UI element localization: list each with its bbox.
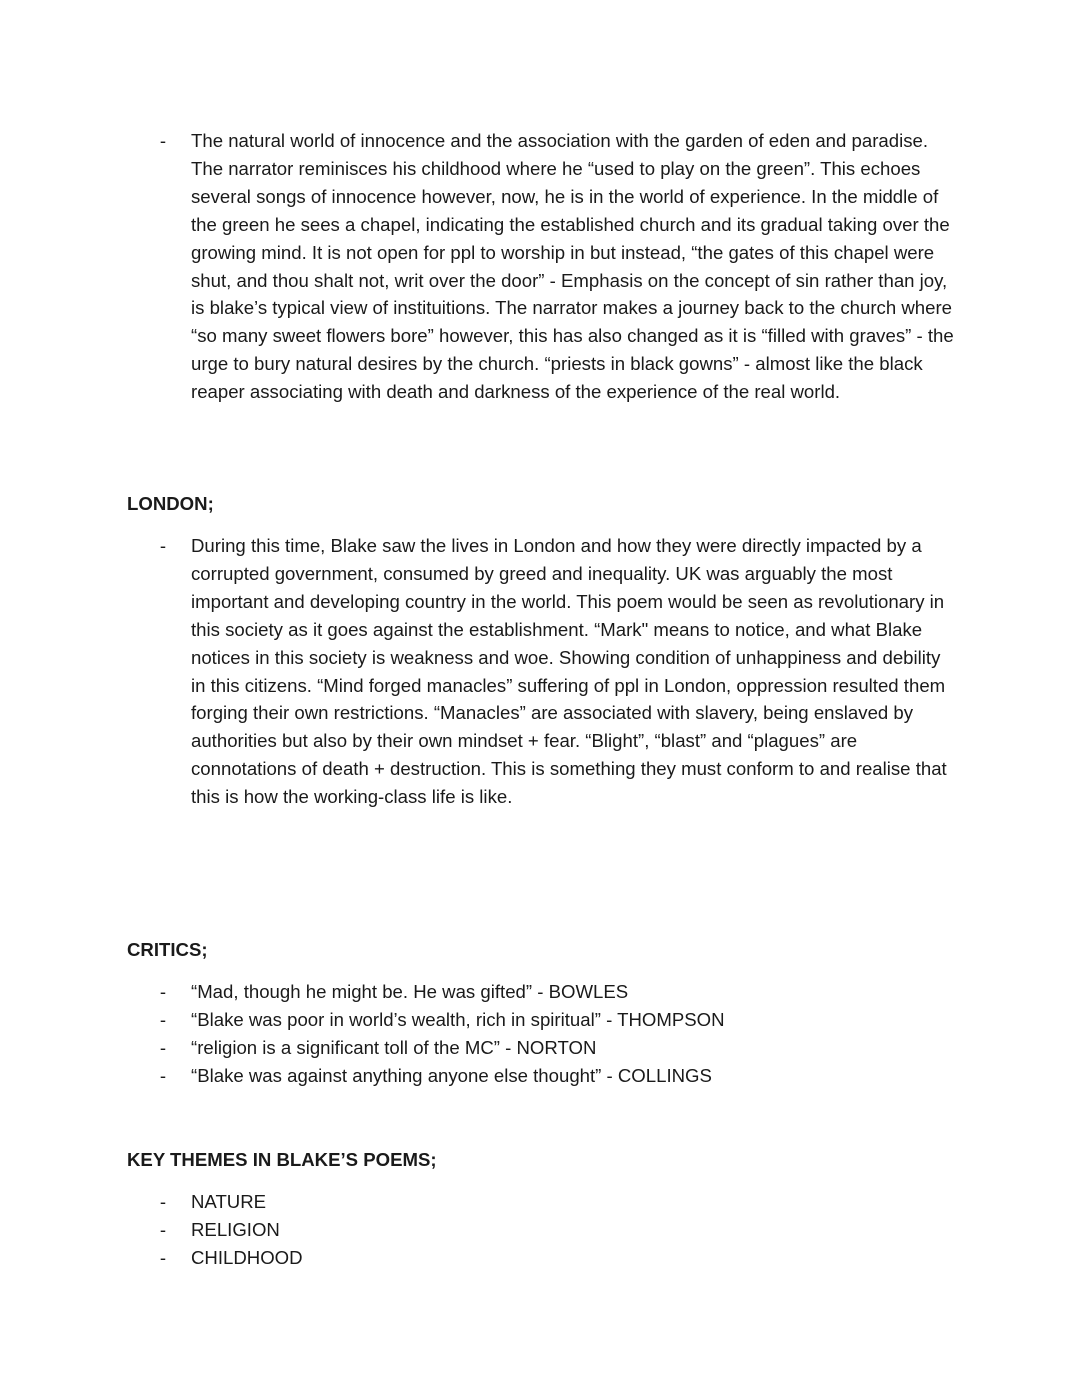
intro-list	[0, 127, 1080, 406]
themes-heading: KEY THEMES IN BLAKE’S POEMS;	[127, 1149, 437, 1170]
theme-item	[0, 1188, 1080, 1216]
critics-list	[0, 978, 1080, 1090]
critic-quote-item	[0, 1062, 1080, 1090]
bullet-dash: -	[159, 1064, 167, 1086]
theme-text: RELIGION	[191, 1218, 280, 1240]
london-heading: LONDON;	[127, 493, 214, 514]
bullet-dash: -	[159, 1191, 167, 1212]
theme-item	[0, 1244, 1080, 1272]
london-list	[0, 532, 1080, 811]
london-paragraph: During this time, Blake saw the lives in London and how they were directly impacted by a corrupted government, consumed by greed and inequality. UK was arguably the most important and developing country in the world. This poem would be seen as revolutionary in this society as it goes against the establishment. “Mark" means to notice, and what Blake notices in this society is weakness and woe. Showing condition of unhappiness and debility in this citizens. “Mind forged manacles” suffering of ppl in London, oppression resulted them forging their own restrictions. “Manacles” are associated with slavery, being enslaved by authorities but also by their own mindset + fear. “Blight”, “blast” and “plagues” are connotations of death + destruction. This is something they must conform to and realise that this is how the working-class life is like.	[191, 535, 947, 808]
critic-quote-text: “Blake was against anything anyone else thought” - COLLINGS	[191, 1064, 712, 1086]
bullet-dash: -	[159, 535, 167, 556]
intro-bullet-item	[0, 127, 1080, 406]
bullet-dash: -	[159, 1218, 167, 1240]
intro-paragraph: The natural world of innocence and the association with the garden of eden and paradise. The narrator reminisces his childhood where he “used to play on the green”. This echoes several songs of innocence however, now, he is in the world of experience. In the middle of the green he sees a chapel, indicating the established church and its gradual taking over the growing mind. It is not open for ppl to worship in but instead, “the gates of this chapel were shut, and thou shalt not, writ over the door” - Emphasis on the concept of sin rather than joy, is blake’s typical view of instituitions. The narrator makes a journey back to the church where “so many sweet flowers bore” however, this has also changed as it is “filled with graves” - the urge to bury natural desires by the church. “priests in black gowns” - almost like the black reaper associating with death and darkness of the experience of the real world.	[191, 130, 954, 403]
critic-quote-item	[0, 978, 1080, 1006]
bullet-dash: -	[159, 981, 167, 1002]
critic-quote-item	[0, 1006, 1080, 1034]
theme-text: NATURE	[191, 1191, 267, 1212]
critic-quote-text: “Blake was poor in world’s wealth, rich in spiritual” - THOMPSON	[191, 1008, 725, 1030]
bullet-dash: -	[159, 1008, 167, 1030]
themes-list	[0, 1188, 1080, 1272]
bullet-dash: -	[159, 130, 167, 151]
london-bullet-item	[0, 532, 1080, 811]
bullet-dash: -	[159, 1246, 167, 1268]
bullet-dash: -	[159, 1036, 167, 1058]
critic-quote-text: “religion is a significant toll of the MC” - NORTON	[191, 1036, 597, 1058]
theme-text: CHILDHOOD	[191, 1246, 303, 1268]
theme-item	[0, 1216, 1080, 1244]
critic-quote-text: “Mad, though he might be. He was gifted” - BOWLES	[191, 981, 629, 1002]
critic-quote-item	[0, 1034, 1080, 1062]
critics-heading: CRITICS;	[127, 939, 208, 960]
